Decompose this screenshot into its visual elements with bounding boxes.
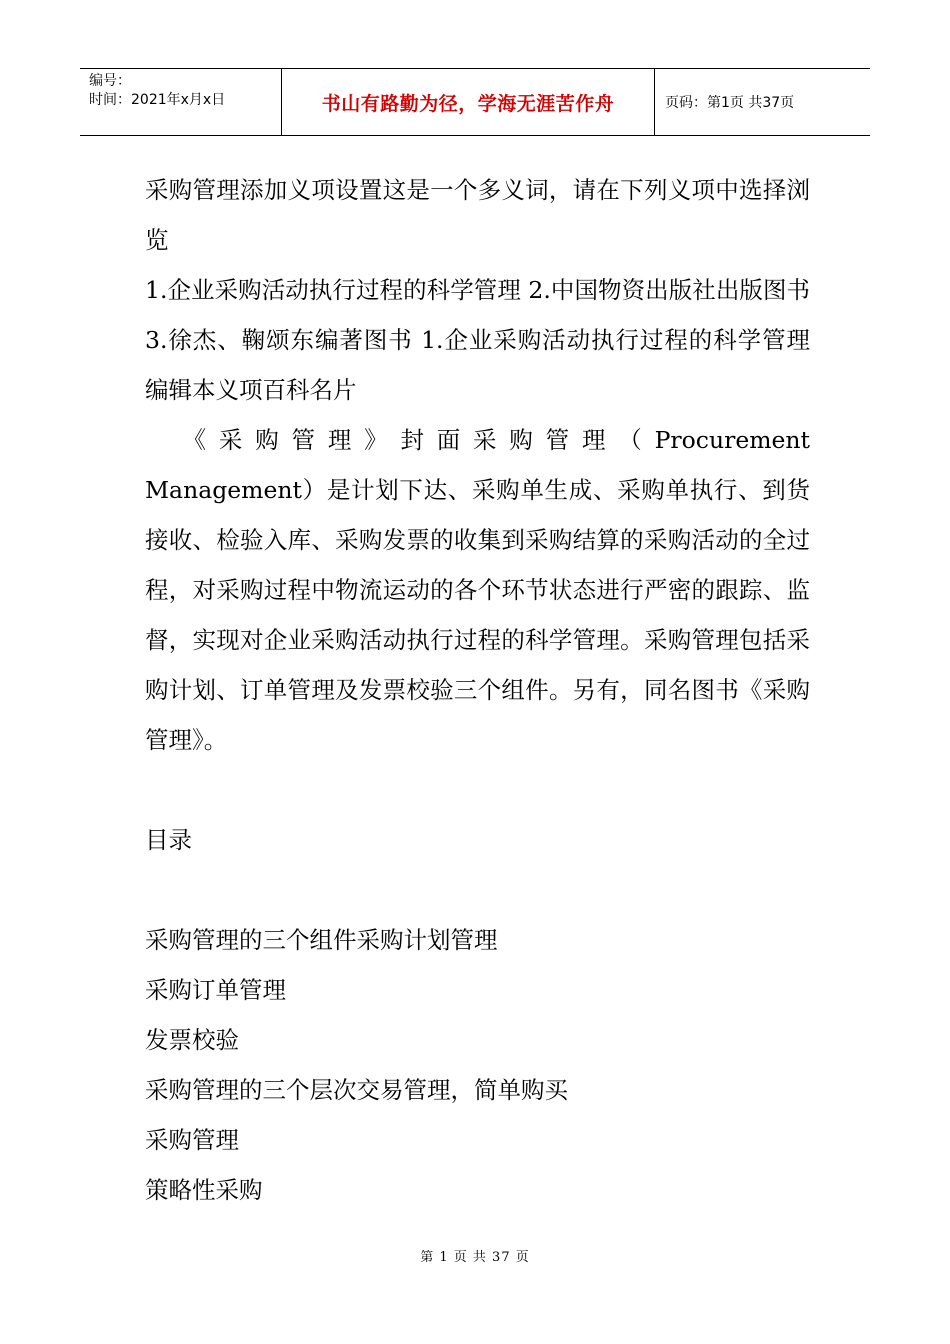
header-page-label: 页码：第1页 共37页: [665, 95, 795, 111]
header-date-label: 时间：2021年x月x日: [89, 92, 226, 108]
senses-paragraph: 1.企业采购活动执行过程的科学管理 2.中国物资出版社出版图书 3.徐杰、鞠颂东编著图书 1.企业采购活动执行过程的科学管理 编辑本义项百科名片: [145, 276, 810, 404]
toc-item: 策略性采购: [145, 1176, 263, 1204]
document-body: [145, 165, 810, 1215]
definition-paragraph: 《采购管理》封面采购管理（Procurement Management）是计划下达、采购单生成、采购单执行、到货接收、检验入库、采购发票的收集到采购结算的采购活动的全过程，对采购过程中物流运动的各个环节状态进行严密的跟踪、监督，实现对企业采购活动执行过程的科学管理。采购管理包括采购计划、订单管理及发票校验三个组件。另有，同名图书《采购管理》。: [145, 426, 810, 754]
spacer: [145, 865, 810, 915]
spacer: [145, 765, 810, 815]
header-code-label: 编号：: [89, 73, 131, 89]
header-motto: 书山有路勤为径，学海无涯苦作舟: [321, 92, 615, 115]
intro-paragraph: 采购管理添加义项设置这是一个多义词，请在下列义项中选择浏览: [145, 176, 810, 254]
toc-item: 采购管理的三个组件采购计划管理: [145, 926, 498, 954]
page-header: [80, 68, 870, 136]
page-footer: 第 1 页 共 37 页: [420, 1250, 530, 1265]
toc-item: 采购订单管理: [145, 976, 286, 1004]
header-motto-cell: [282, 69, 655, 135]
toc-item: 采购管理的三个层次交易管理，简单购买: [145, 1076, 568, 1104]
toc-title: 目录: [145, 826, 192, 854]
toc-item: 发票校验: [145, 1026, 239, 1054]
toc-item: 采购管理: [145, 1126, 239, 1154]
header-page-cell: [655, 69, 870, 135]
header-meta-cell: [80, 69, 282, 135]
